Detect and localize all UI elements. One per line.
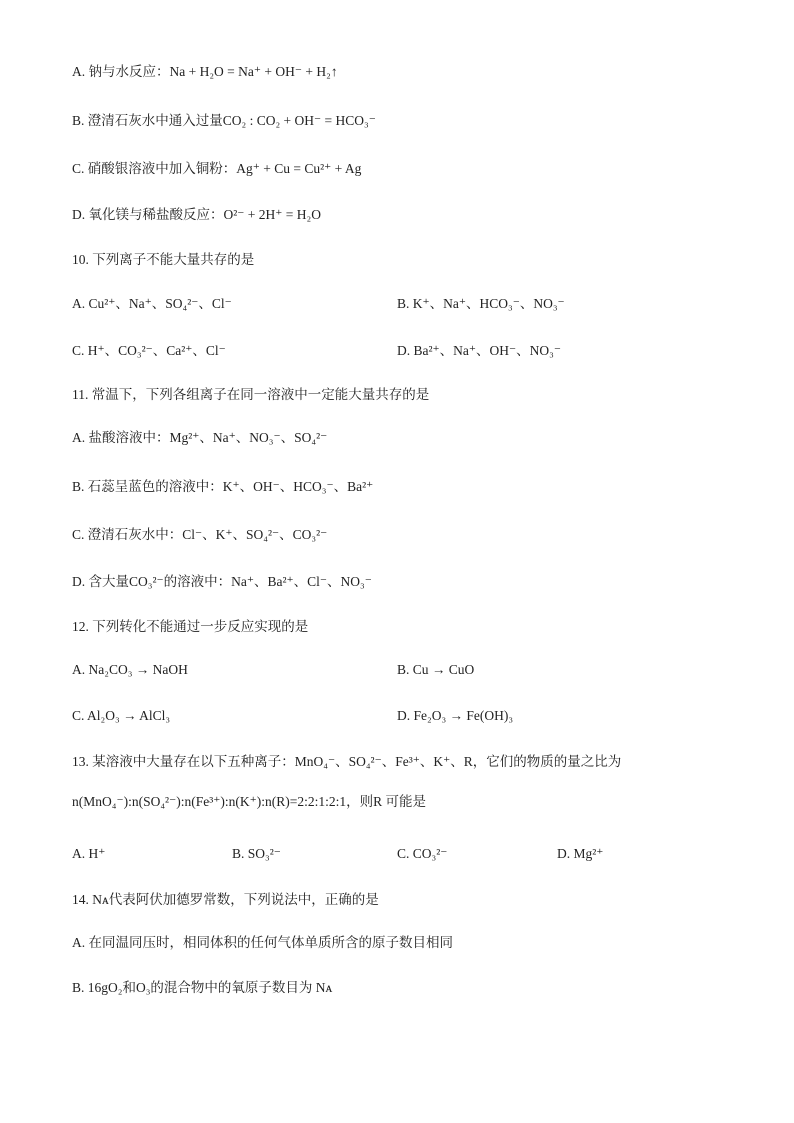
q10-option-c: C. H⁺、CO₃²⁻、Ca²⁺、Cl⁻: [72, 343, 226, 358]
q14-option-b: B. 16gO₂和O₃的混合物中的氧原子数目为 Nᴀ: [72, 980, 333, 995]
q13-option-d: D. Mg²⁺: [557, 846, 604, 861]
q11-stem: 11. 常温下，下列各组离子在同一溶液中一定能大量共存的是: [72, 387, 430, 402]
q13-stem: 13. 某溶液中大量存在以下五种离子：MnO₄⁻、SO₄²⁻、Fe³⁺、K⁺、R，它们的物质的量之比为: [72, 754, 622, 769]
q10-option-a: A. Cu²⁺、Na⁺、SO₄²⁻、Cl⁻: [72, 296, 232, 311]
q12-stem: 12. 下列转化不能通过一步反应实现的是: [72, 619, 309, 634]
q10-option-b: B. K⁺、Na⁺、HCO₃⁻、NO₃⁻: [397, 296, 565, 311]
q11-option-b: B. 石蕊呈蓝色的溶液中：K⁺、OH⁻、HCO₃⁻、Ba²⁺: [72, 479, 374, 494]
q11-option-c: C. 澄清石灰水中：Cl⁻、K⁺、SO₄²⁻、CO₃²⁻: [72, 527, 328, 542]
q13-option-b: B. SO₃²⁻: [232, 846, 281, 861]
q9-option-d: D. 氧化镁与稀盐酸反应：O²⁻ + 2H⁺ = H₂O: [72, 207, 321, 222]
q10-stem: 10. 下列离子不能大量共存的是: [72, 252, 255, 267]
q14-stem: 14. Nᴀ代表阿伏加德罗常数，下列说法中，正确的是: [72, 892, 379, 907]
q11-option-d: D. 含大量CO₃²⁻的溶液中：Na⁺、Ba²⁺、Cl⁻、NO₃⁻: [72, 574, 372, 589]
q12-option-d: D. Fe₂O₃ → Fe(OH)₃: [397, 708, 514, 723]
q12-option-a: A. Na₂CO₃ → NaOH: [72, 662, 188, 677]
q10-option-d: D. Ba²⁺、Na⁺、OH⁻、NO₃⁻: [397, 343, 561, 358]
q11-option-a: A. 盐酸溶液中：Mg²⁺、Na⁺、NO₃⁻、SO₄²⁻: [72, 430, 328, 445]
q13-ratio: n(MnO₄⁻):n(SO₄²⁻):n(Fe³⁺):n(K⁺):n(R)=2:2:1:2:1，则R 可能是: [72, 794, 426, 809]
q12-option-b: B. Cu → CuO: [397, 662, 475, 677]
q14-option-a: A. 在同温同压时，相同体积的任何气体单质所含的原子数目相同: [72, 935, 453, 950]
q9-option-b: B. 澄清石灰水中通入过量CO₂ : CO₂ + OH⁻ = HCO₃⁻: [72, 113, 376, 128]
q13-option-c: C. CO₃²⁻: [397, 846, 448, 861]
q9-option-c: C. 硝酸银溶液中加入铜粉：Ag⁺ + Cu = Cu²⁺ + Ag: [72, 161, 362, 176]
q12-option-c: C. Al₂O₃ → AlCl₃: [72, 708, 171, 723]
q13-option-a: A. H⁺: [72, 846, 106, 861]
q9-option-a: A. 钠与水反应：Na + H₂O = Na⁺ + OH⁻ + H₂↑: [72, 64, 338, 79]
